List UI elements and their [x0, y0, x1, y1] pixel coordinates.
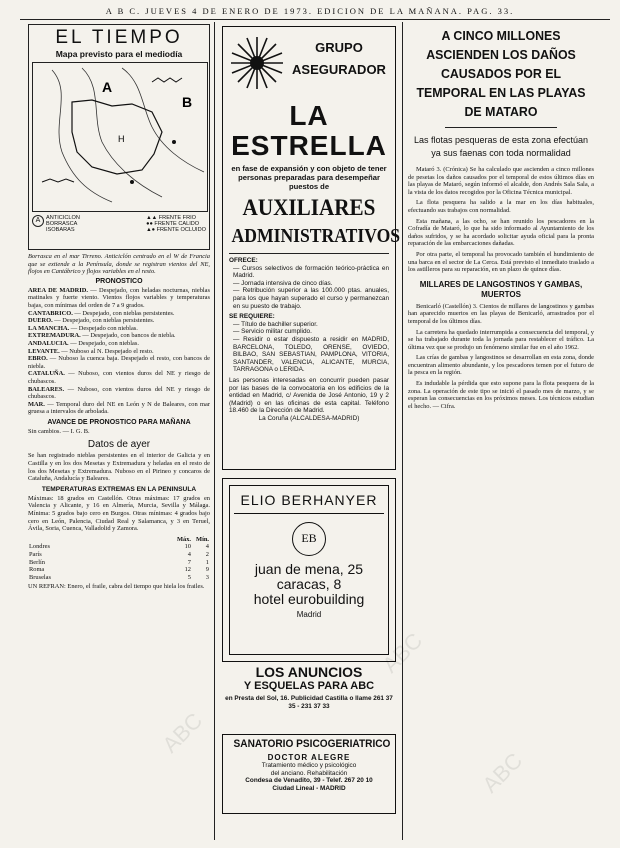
anuncios-title-2: Y ESQUELAS PARA ABC — [243, 680, 375, 692]
forecast-heading: PRONOSTICO — [95, 277, 143, 285]
advance-text: Sin cambios. — I. G. B. — [28, 427, 90, 435]
table-cell-min: 3 — [205, 573, 209, 581]
weather-box — [28, 24, 210, 250]
yesterday-text: Se han registrado nieblas persistentes en el interior de Galicia y en Castilla y en los dos Mesetas y Extremadura y heladas en el resto de los dos Mesetas y Extremadura. Nuboso en el Pirineo y concaros de Cataluña, Andalucía y Baleares. — [28, 452, 210, 483]
forecast-region: BALEARES. — [28, 385, 65, 393]
forecast-text: — Temporal duro del NE en León y N de Baleares, con mar gruesa a intervalos de arbolada. — [28, 400, 210, 416]
article-paragraph: La flota pesquera ha salido a la mar en los días habituales, efectuando sus trabajos con normalidad. — [408, 199, 594, 214]
weather-title: EL TIEMPO — [55, 27, 183, 48]
elio-address-2: caracas, 8 — [276, 576, 342, 592]
article-deck: Las flotas pesqueras de esta zona efectúan ya sus faenas con toda normalidad — [413, 135, 589, 158]
ad-role-auxiliares: AUXILIARES — [242, 195, 376, 220]
offers-list — [229, 265, 389, 311]
ad-role-administrativos: ADMINISTRATIVOS — [231, 225, 401, 247]
table-row — [28, 574, 210, 582]
yesterday-heading: Datos de ayer — [87, 439, 151, 451]
forecast-text: — Nuboso al N. Despejado el resto. — [61, 347, 154, 355]
table-cell-max: 4 — [187, 551, 191, 558]
forecast-region: ANDALUCIA. — [28, 339, 69, 347]
forecast-item — [28, 325, 210, 333]
elio-name: ELIO BERHANYER — [234, 492, 384, 514]
elio-address-1: juan de mena, 25 — [254, 561, 364, 577]
forecast-region: LEVANTE. — [28, 347, 60, 355]
article-paragraph: Por otra parte, el temporal ha provocado también el hundimiento de una barca en el sector de La Cerca. Está previsto el inmediato traslado a los astilleros para su reparación, en un plazo de quince días. — [408, 250, 594, 274]
table-row — [28, 566, 210, 574]
forecast-item — [28, 287, 210, 310]
legend-item: ANTICICLON — [46, 215, 80, 221]
ad-intro: en fase de expansión y con objeto de tener personas preparadas para desempeñar puestos de — [231, 164, 387, 191]
sanatorio-line-4: Ciudad Lineal - MADRID — [272, 784, 346, 792]
map-point — [130, 180, 134, 184]
map-label-anticyclone: A — [102, 79, 113, 95]
table-cell-max: 10 — [184, 543, 191, 551]
table-cell-city: Roma — [29, 566, 45, 574]
ad-group-label: GRUPO — [315, 40, 363, 55]
forecast-item — [28, 386, 210, 401]
watermark: ABC — [157, 707, 208, 758]
table-row — [28, 543, 210, 551]
article-paragraph: Las crías de gambas y langostinos se desarrollan en esta zona, donde encuentran alimento abundante, y los pescadores temen por el futuro de la pesca en la región. — [408, 354, 594, 377]
forecast-text: — Nuboso, con vientos duros del NE y riesgo de chubascos. — [28, 385, 210, 401]
forecast-text: — Nuboso, con vientos duros del NE y riesgo de chubascos. — [28, 370, 210, 385]
article-headline: A CINCO MILLONES ASCIENDEN LOS DAÑOS CAUSADOS POR EL TEMPORAL EN LAS PLAYAS DE MATARO — [416, 28, 586, 119]
weather-intro: Borrasca en el mar Tirreno. Anticiclón centrado en el W de Francia que se extiende a la Península, donde se registran vientos del NE, flojos en Cantábrico y flojos variables en el resto. — [28, 253, 210, 276]
sanatorio-line-2: del anciano. Rehabilitación — [270, 769, 348, 777]
legend-item: FRENTE FRIO — [158, 215, 197, 221]
table-cell-min: 2 — [205, 551, 209, 558]
forecast-text: — Despejado, con nieblas persistentes. — [74, 309, 175, 317]
ad-la-estrella — [222, 26, 401, 470]
sanatorio-doctor: DOCTOR ALEGRE — [267, 753, 351, 762]
sanatorio-title: SANATORIO PSICOGERIATRICO — [233, 738, 391, 750]
page-header: A B C. JUEVES 4 DE ENERO DE 1973. EDICION DE LA MAÑANA. PAG. 33. — [105, 6, 515, 16]
forecast-region: CATALUÑA. — [28, 370, 65, 378]
table-cell-city: Berlín — [29, 558, 45, 566]
table-header-min: Mín. — [196, 535, 209, 543]
map-label-city: H — [118, 134, 125, 144]
elio-city: Madrid — [296, 610, 322, 619]
weather-subtitle: Mapa previsto para el mediodía — [55, 49, 183, 59]
article-paragraph: Es indudable la pérdida que esto supone para la flota pesquera de la zona. La operación de este tipo se inició el pasado mes de marzo, y se esperan las consecuencias en los próximos meses. Los técnicos estudian el hecho. — Cifra. — [408, 380, 594, 410]
article-paragraph: Mataró 3. (Crónica) Se ha calculado que ascienden a cinco millones de pesetas los daños causados por el temporal de estos últimos días en las playas de Mataró, según informó el alcalde, don Andrés Sala Sala, a la vista de los datos recogidos por la Oficina Técnica municipal. — [408, 166, 594, 196]
ad-footer: Las personas interesadas en concurrir pueden pasar por las bases de la convocatoria en los edificios de la entidad en Madrid, c/ Avenida de José Antonio, 19 y 2 (Madrid) o en las oficinas de esta capital. Teléfono 18.460 de la Dirección de Madrid. — [229, 376, 389, 415]
forecast-item — [28, 355, 210, 370]
forecast-text: — Nuboso la cuenca baja. Despejado el resto, con bancos de niebla. — [28, 355, 210, 370]
table-cell-min: 1 — [205, 558, 209, 566]
table-row — [28, 559, 210, 567]
forecast-region: AREA DE MADRID. — [28, 286, 88, 294]
requires-list — [229, 321, 389, 374]
table-cell-max: 7 — [187, 558, 191, 566]
weather-legend: A ANTICICLON BORRASCA ISOBARAS ▲▲ FRENTE FRIO ●● FRENTE CALIDO ▲● FRENTE OCLUIDO — [32, 215, 206, 233]
table-cell-city: Bruselas — [29, 573, 52, 581]
forecast-item — [28, 401, 210, 416]
map-label-low: B — [182, 94, 193, 110]
forecast-region: LA MANCHA. — [28, 324, 70, 332]
list-item: — Retribución superior a las 100.000 ptas. anuales, para los que hayan superado el curso y permanezcan en su puesto de trabajo. — [233, 287, 390, 310]
column-divider-2 — [402, 22, 403, 840]
table-cell-min: 9 — [205, 566, 209, 574]
forecast-region: MAR. — [28, 400, 45, 408]
elio-address-3: hotel eurobuilding — [253, 591, 365, 607]
table-cell-max: 12 — [184, 566, 191, 574]
article-paragraph: Benicarló (Castellón) 3. Cientos de millares de langostinos y gambas han aparecido muertos en las playas de Benicarló, arrastrados por el temporal de los últimos días. — [408, 302, 594, 325]
article-column — [408, 26, 594, 840]
ad-insurer-label: ASEGURADOR — [292, 62, 386, 77]
list-item-text: Título de bachiller superior. — [241, 320, 318, 328]
ad-elio-berhanyer — [222, 478, 396, 662]
list-item-text: Jornada intensiva de cinco días. — [241, 279, 333, 287]
forecast-region: CANTABRICO. — [28, 309, 73, 317]
forecast-text: — Despejado, con bancos de niebla. — [82, 332, 176, 340]
forecast-region: EBRO. — [28, 355, 48, 363]
article-paragraph: Esta mañana, a las ocho, se han reunido los pescadores en la Cofradía de Mataró, lo que ha sido informado al Ayuntamiento de los daños sufridos, y se ha acordado solicitar ayuda oficial para la pronta reparación de las embarcaciones dañadas. — [408, 217, 594, 248]
table-row — [28, 551, 210, 559]
legend-item: FRENTE CALIDO — [154, 221, 200, 227]
column-divider-1 — [214, 22, 215, 840]
table-cell-max: 5 — [187, 573, 191, 581]
ad-footer-end: La Coruña (ALCALDESA-MADRID) — [258, 414, 360, 422]
star-logo-icon — [229, 35, 285, 91]
table-header-max: Máx. — [176, 535, 191, 543]
offers-heading: OFRECE: — [229, 257, 258, 264]
ad-brand-name: LA ESTRELLA — [231, 100, 387, 161]
legend-item: FRENTE OCLUIDO — [156, 227, 206, 233]
table-cell-city: París — [29, 551, 42, 558]
forecast-item — [28, 310, 210, 318]
header-rule — [20, 19, 610, 20]
map-point — [172, 140, 176, 144]
anuncios-text: en Presta del Sol, 16. Publicidad Castilla o llame 261 37 35 - 231 37 33 — [225, 695, 393, 710]
legend-item: BORRASCA — [46, 221, 78, 227]
forecast-item — [28, 340, 210, 348]
forecast-item — [28, 348, 210, 356]
forecast-item — [28, 317, 210, 325]
list-item-text: Residir o estar dispuesto a residir en MADRID, BARCELONA, TOLEDO, ORENSE, OVIEDO, BILBAO, SAN SEBASTIAN, PAMPLONA, VITORIA, SANTANDER, VALENCIA, ALICANTE, MURCIA, TARRAGONA o LERIDA. — [233, 335, 389, 374]
list-item: — Residir o estar dispuesto a residir en MADRID, BARCELONA, TOLEDO, ORENSE, OVIEDO, BILBAO, SAN SEBASTIAN, PAMPLONA, VITORIA, SANTANDER, VALENCIA, ALICANTE, MURCIA, TARRAGONA o LERIDA. — [233, 335, 389, 374]
temps-text: Máximas: 18 grados en Castellón. Otras máximas: 17 grados en Valencia y Alicante, y 16 en Almería, Murcia, Sevilla y Málaga. Mínima: 5 grados bajo cero en Burgos. Otras mínimas: 4 grados bajo cero en León, Palencia, Ciudad Real y Salamanca, y 3 en Teruel, Ávila, Soria, Cuenca, Valladolid y Zamora. — [28, 494, 210, 533]
proverb: UN REFRAN: Enero, el fraile, cabra del tiempo que hiela los frailes. — [28, 583, 205, 591]
list-item-text: Cursos selectivos de formación teórico-práctica en Madrid. — [233, 264, 389, 280]
list-item: — Cursos selectivos de formación teórico-práctica en Madrid. — [233, 264, 389, 280]
list-item: — Jornada intensiva de cinco días. — [233, 279, 333, 287]
legend-anticyclone-icon: A — [32, 215, 44, 227]
forecast-item — [28, 332, 210, 340]
requires-heading: SE REQUIERE: — [229, 313, 275, 321]
sanatorio-line-1: Tratamiento médico y psicológico — [261, 762, 357, 769]
temps-heading: TEMPERATURAS EXTREMAS EN LA PENINSULA — [41, 485, 197, 493]
temperature-table — [28, 536, 210, 582]
watermark: ABC — [477, 747, 528, 798]
forecast-text: — Despejado, con nieblas persistentes. — [54, 317, 155, 325]
forecast-region: DUERO. — [28, 317, 53, 325]
article-paragraph: La carretera ha quedado interrumpida a consecuencia del temporal, y se ha trabajado durante toda la jornada para restablecer el tráfico. La última vez que se produjo un fenómeno similar fue en el año 1962. — [408, 328, 594, 351]
forecast-region: EXTREMADURA. — [28, 332, 81, 340]
watermark: ABC — [377, 627, 428, 678]
article-subheading: MILLARES DE LANGOSTINOS Y GAMBAS, MUERTOS — [419, 279, 583, 299]
list-item-text: Retribución superior a las 100.000 ptas. anuales, para los que hayan superado el curso y permanezcan en su puesto de trabajo. — [233, 287, 390, 310]
table-cell-min: 4 — [205, 543, 209, 551]
forecast-list — [28, 287, 210, 416]
ad-sanatorio — [222, 734, 396, 814]
ad-anuncios — [222, 664, 396, 734]
advance-heading: AVANCE DE PRONOSTICO PARA MAÑANA — [47, 418, 191, 426]
weather-map — [32, 62, 208, 212]
forecast-item — [28, 370, 210, 385]
forecast-text: — Despejado con nieblas. — [70, 324, 138, 332]
list-item-text: Servicio militar cumplido. — [241, 328, 312, 336]
anuncios-title-1: LOS ANUNCIOS — [255, 664, 363, 680]
forecast-text: — Despejado, con nieblas. — [70, 339, 139, 347]
sanatorio-line-3: Condesa de Venadito, 39 - Telef. 267 20 10 — [245, 777, 373, 785]
elio-logo-icon: EB — [292, 522, 326, 556]
forecast-text: — Despejado, con heladas nocturnas, nieblas matinales y fuerte viento. Vientos flojos variables y temperaturas bajas, con mínimas del orden de 7 a 9 grados. — [28, 286, 210, 309]
list-item: — Título de bachiller superior. — [233, 320, 318, 328]
legend-item: ISOBARAS — [46, 227, 75, 233]
list-item: — Servicio militar cumplido. — [233, 328, 312, 336]
table-cell-city: Londres — [29, 543, 50, 551]
